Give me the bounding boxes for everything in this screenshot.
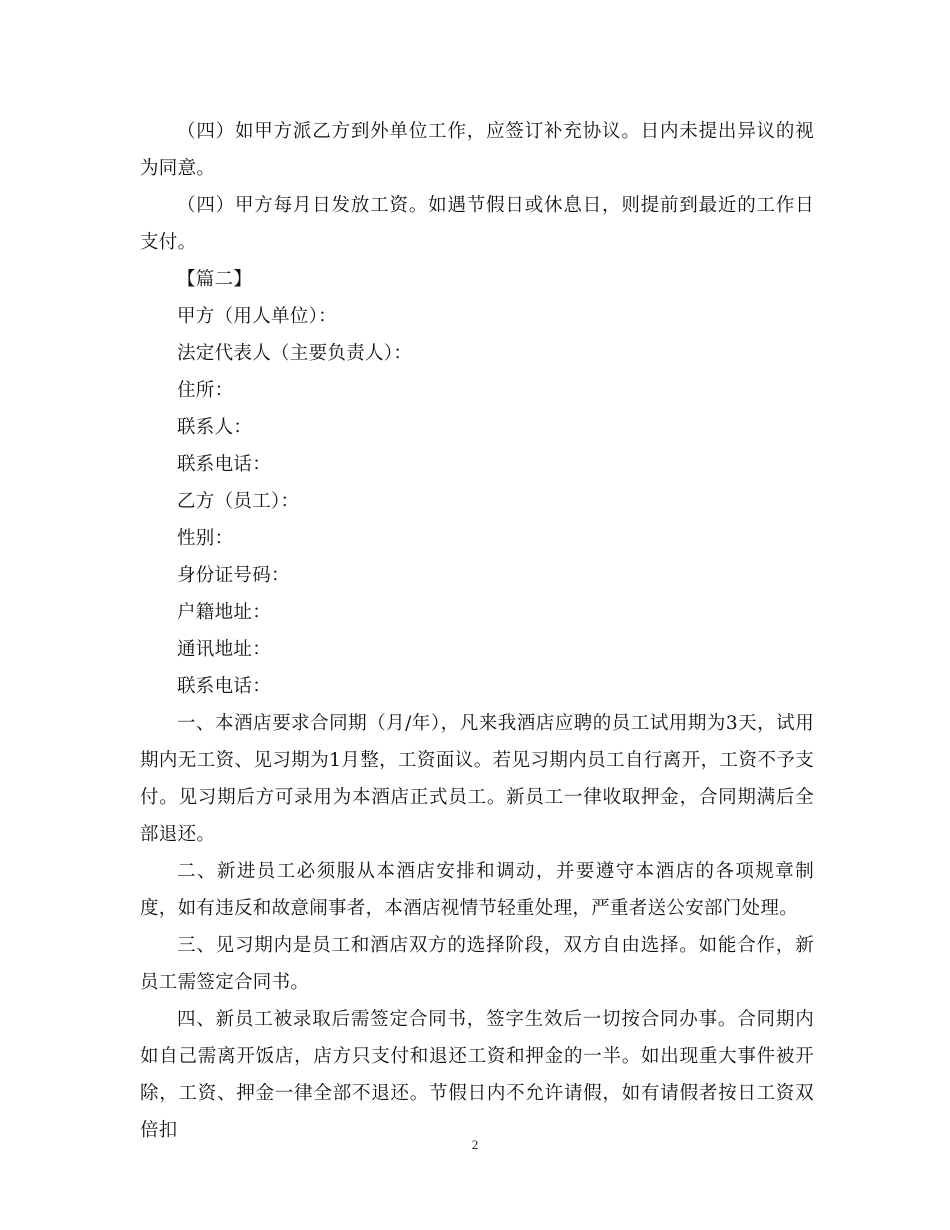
paragraph-outside-work: （四）如甲方派乙方到外单位工作，应签订补充协议。日内未提出异议的视为同意。 [140,121,814,179]
clause-4: 四、新员工被录取后需签定合同书，签字生效后一切按合同办事。合同期内如自己需离开饭店，店方只支付和退还工资和押金的一半。如出现重大事件被开除，工资、押金一律全部不退还。节假日内不允许请假，如有请假者按日工资双倍扣 [140,1009,814,1141]
document-body [140,113,814,1149]
form-line-id-number: 身份证号码： [177,565,290,586]
clause-2: 二、新进员工必须服从本酒店安排和调动，并要遵守本酒店的各项规章制度，如有违反和故意闹事者，本酒店视情节轻重处理，严重者送公安部门处理。 [140,861,814,919]
form-line-address: 住所： [177,380,234,401]
section-heading: 【篇二】 [177,269,253,290]
paragraph-salary-payment: （四）甲方每月日发放工资。如遇节假日或休息日，则提前到最近的工作日支付。 [140,195,814,253]
form-line-gender: 性别： [177,528,234,549]
form-line-party-a: 甲方（用人单位）： [177,306,337,327]
form-line-legal-representative: 法定代表人（主要负责人）： [177,343,413,364]
form-line-mailing-address: 通讯地址： [177,639,272,660]
form-line-household-address: 户籍地址： [177,602,272,623]
form-line-contact-phone-a: 联系电话： [177,454,272,475]
form-line-contact-person: 联系人： [177,417,253,438]
page-number: 2 [471,1137,479,1152]
form-line-contact-phone-b: 联系电话： [177,676,272,697]
form-line-party-b: 乙方（员工）： [177,491,300,512]
clause-3: 三、见习期内是员工和酒店双方的选择阶段，双方自由选择。如能合作，新员工需签定合同书。 [140,935,814,993]
clause-1: 一、本酒店要求合同期（月/年），凡来我酒店应聘的员工试用期为3天，试用期内无工资、见习期为1月整，工资面议。若见习期内员工自行离开，工资不予支付。见习期后方可录用为本酒店正式员工。新员工一律收取押金，合同期满后全部退还。 [140,713,814,845]
